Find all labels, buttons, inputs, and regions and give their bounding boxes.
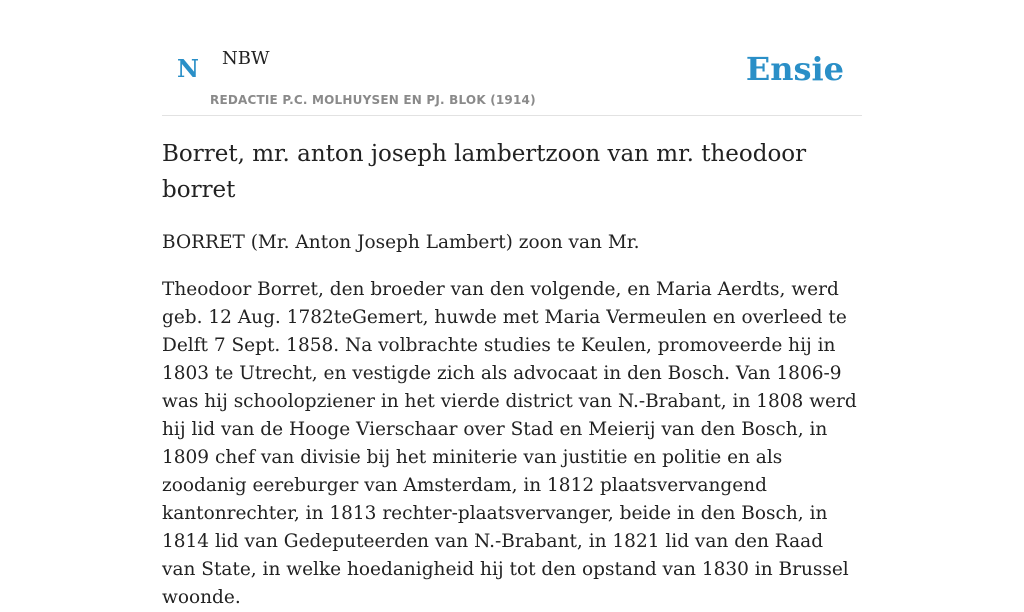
source-name[interactable]: NBW — [222, 48, 270, 69]
source-logo-icon: N — [177, 54, 199, 83]
article-paragraph: BORRET (Mr. Anton Joseph Lambert) zoon van Mr. — [162, 232, 640, 253]
brand-logo-link[interactable]: Ensie — [745, 50, 844, 88]
site-header — [162, 36, 862, 116]
source-subtitle: REDACTIE P.C. MOLHUYSEN EN PJ. BLOK (1914) — [210, 93, 536, 107]
article-title: Borret, mr. anton joseph lambertzoon van mr. theodoor borret — [162, 141, 807, 203]
article — [162, 136, 862, 612]
article-paragraph: Theodoor Borret, den broeder van den volgende, en Maria Aerdts, werd geb. 12 Aug. 1782teGemert, huwde met Maria Vermeulen en overleed te Delft 7 Sept. 1858. Na volbrachte studies te Keulen, promoveerde hij in 1803 te Utrecht, en vestigde zich als advocaat in den Bosch. Van 1806-9 was hij schoolopziener in het vierde district van N.-Brabant, in 1808 werd hij lid van de Hooge Vierschaar over Stad en Meierij van den Bosch, in 1809 chef van divisie bij het miniterie van justitie en politie en als zoodanig eereburger van Amsterdam, in 1812 plaatsvervangend kantonrechter, in 1813 rechter-plaatsvervanger, beide in den Bosch, in 1814 lid van Gedeputeerden van N.-Brabant, in 1821 lid van den Raad van State, in welke hoedanigheid hij tot den opstand van 1830 in Brussel woonde. — [162, 279, 857, 608]
